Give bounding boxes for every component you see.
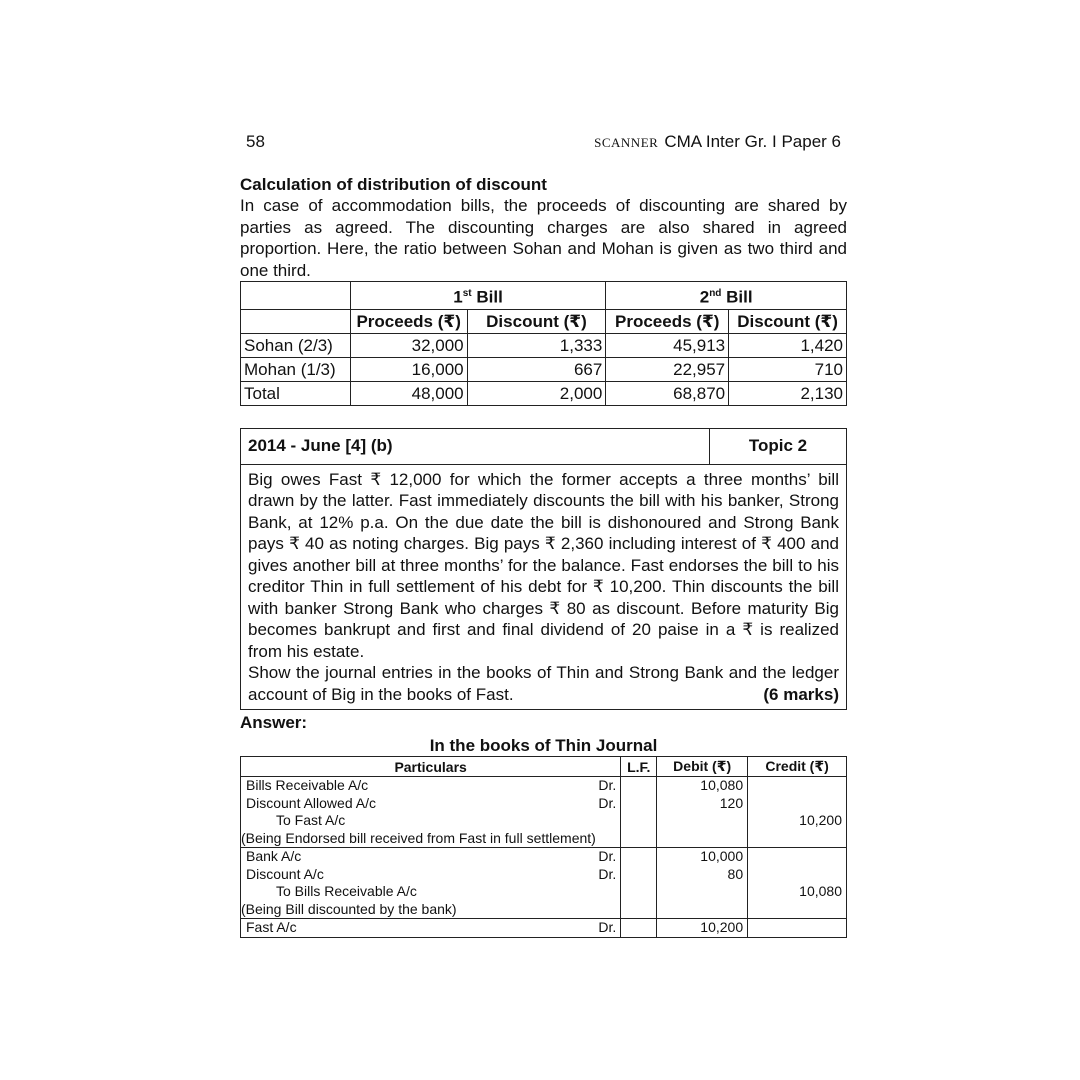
scanner-logo: SCANNER xyxy=(594,135,659,150)
col-debit: Debit (₹) xyxy=(657,757,748,777)
discount-distribution-table xyxy=(240,281,847,406)
journal-entry: Bank A/c Dr. Discount A/c Dr. To Bills Receivable A/c (Being Bill discounted by the bank) 10,000 80 10,080 xyxy=(241,848,847,919)
document-page xyxy=(240,128,847,938)
col-discount-2: Discount (₹) xyxy=(729,309,847,333)
table-row: Mohan (1/3) 16,000 667 22,957 710 xyxy=(241,357,847,381)
question-body xyxy=(241,465,846,710)
section-paragraph: In case of accommodation bills, the proceeds of discounting are shared by parties as agreed. The discounting charges are also shared in agreed proportion. Here, the ratio between Sohan and Mohan is given as two third and one third. xyxy=(240,196,847,280)
bill2-header: 2nd Bill xyxy=(606,282,847,310)
col-credit: Credit (₹) xyxy=(748,757,847,777)
page-number: 58 xyxy=(246,132,265,151)
topic-label: Topic 2 xyxy=(709,429,846,464)
question-box xyxy=(240,428,847,711)
question-reference: 2014 - June [4] (b) xyxy=(248,435,393,455)
marks-label: (6 marks) xyxy=(763,684,839,704)
book-title: CMA Inter Gr. I Paper 6 xyxy=(664,132,841,151)
blank-header-cell xyxy=(241,309,351,333)
question-instruction: Show the journal entries in the books of Thin and Strong Bank and the ledger account of Big in the books of Fast. (6 marks) xyxy=(248,663,839,704)
section-heading: Calculation of distribution of discount xyxy=(240,175,547,194)
col-proceeds-2: Proceeds (₹) xyxy=(606,309,729,333)
journal-table xyxy=(240,756,847,938)
col-discount-1: Discount (₹) xyxy=(467,309,606,333)
journal-entry: Bills Receivable A/c Dr. Discount Allowed A/c Dr. To Fast A/c (Being Endorsed bill received from Fast in full settlement) 10,080 120 10,200 xyxy=(241,777,847,848)
blank-header-cell xyxy=(241,282,351,310)
table-row: Sohan (2/3) 32,000 1,333 45,913 1,420 xyxy=(241,333,847,357)
col-particulars: Particulars xyxy=(241,757,621,777)
journal-title: In the books of Thin Journal xyxy=(429,736,658,756)
question-text: Big owes Fast ₹ 12,000 for which the former accepts a three months’ bill drawn by the latter. Fast immediately discounts the bill with his banker, Strong Bank, at 12% p.a. On the due date the bill is dishonoured and Strong Bank pays ₹ 40 as noting charges. Big pays ₹ 2,360 including interest of ₹ 400 and gives another bill at three months’ for the balance. Fast endorses the bill to his creditor Thin in full settlement of his debt for ₹ 10,200. Thin discounts the bill with banker Strong Bank who charges ₹ 80 as discount. Before maturity Big becomes bankrupt and first and final dividend of 20 paise in a ₹ is realized from his estate. xyxy=(248,469,839,661)
col-lf: L.F. xyxy=(621,757,657,777)
page-header xyxy=(240,128,847,158)
bill1-header: 1st Bill xyxy=(350,282,606,310)
col-proceeds-1: Proceeds (₹) xyxy=(350,309,467,333)
journal-entry: Fast A/c Dr. 10,200 xyxy=(241,919,847,938)
question-header xyxy=(241,429,846,465)
book-brand xyxy=(594,132,841,152)
table-row: Total 48,000 2,000 68,870 2,130 xyxy=(241,381,847,405)
answer-label: Answer: xyxy=(240,713,308,733)
